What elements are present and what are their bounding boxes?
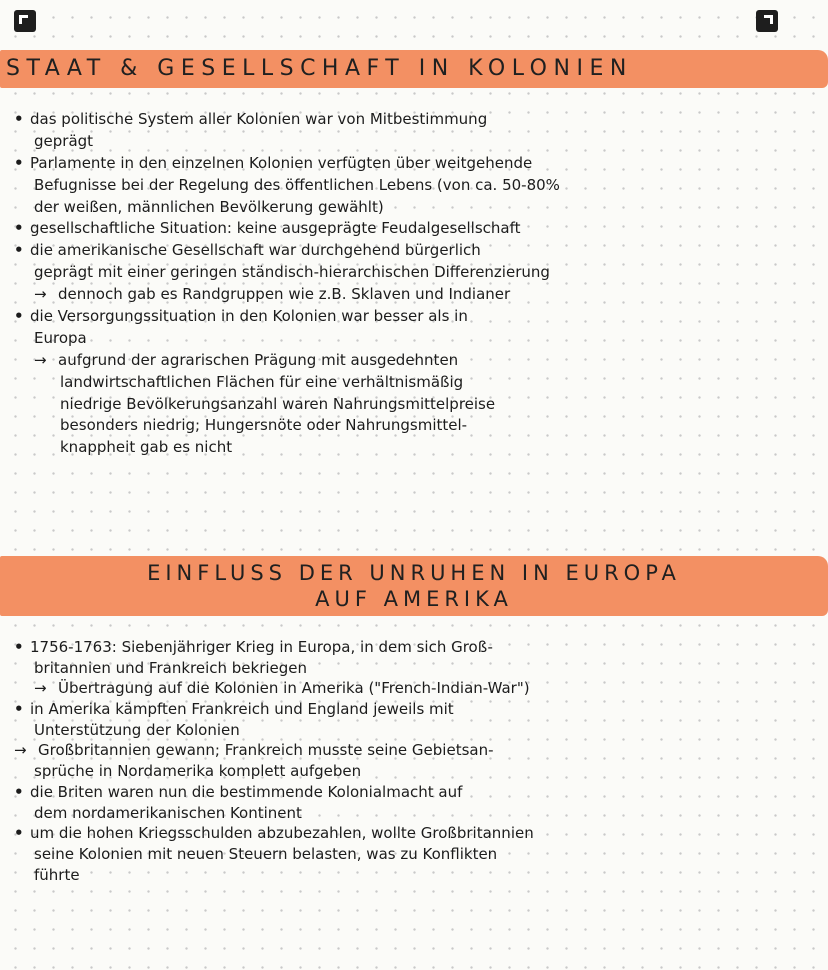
arrow-icon: → (34, 350, 47, 369)
note-line: → aufgrund der agrarischen Prägung mit ausgedehnten (14, 350, 820, 372)
bullet-icon: • (14, 824, 24, 843)
note-line: geprägt mit einer geringen ständisch-hierarchischen Differenzierung (34, 263, 550, 282)
note-line: britannien und Frankreich bekriegen (34, 658, 308, 677)
note-line: • die amerikanische Gesellschaft war durchgehend bürgerlich (14, 240, 820, 262)
notes-section-staat-gesellschaft (14, 109, 820, 459)
note-line: • Parlamente in den einzelnen Kolonien verfügten über weitgehende (14, 153, 820, 175)
bullet-icon: • (14, 219, 24, 238)
note-line: Befugnisse bei der Regelung des öffentlichen Lebens (von ca. 50-80% (34, 175, 560, 194)
corner-bracket-icon (756, 10, 778, 32)
note-line: knappheit gab es nicht (60, 438, 233, 457)
note-line: seine Kolonien mit neuen Steuern belasten, was zu Konflikten (34, 844, 498, 863)
note-line: • die Briten waren nun die bestimmende Kolonialmacht auf (14, 782, 463, 801)
note-line: dem nordamerikanischen Kontinent (34, 803, 302, 822)
heading-text-line2: AUF AMERIKA (315, 587, 513, 611)
note-line: führte (34, 865, 80, 884)
note-line: • 1756-1763: Siebenjähriger Krieg in Europa, in dem sich Groß- (14, 638, 493, 656)
heading-text: STAAT & GESELLSCHAFT IN KOLONIEN (6, 56, 633, 81)
heading-text-line1: EINFLUSS DER UNRUHEN IN EUROPA (147, 561, 681, 585)
note-line: • das politische System aller Kolonien war von Mitbestimmung (14, 109, 820, 131)
notes-section-einfluss-unruhen (14, 637, 820, 885)
arrow-icon: → (34, 679, 47, 698)
note-line: → Großbritannien gewann; Frankreich musste seine Gebietsan- (14, 741, 494, 760)
note-line: • um die hohen Kriegsschulden abzubezahlen, wollte Großbritannien (14, 824, 534, 843)
note-line: der weißen, männlichen Bevölkerung gewählt) (34, 197, 384, 216)
bullet-icon: • (14, 700, 24, 719)
note-line: → dennoch gab es Randgruppen wie z.B. Sklaven und Indianer (14, 284, 820, 306)
note-line: • in Amerika kämpften Frankreich und England jeweils mit (14, 700, 454, 719)
corner-bracket-icon (14, 10, 36, 32)
note-line: niedrige Bevölkerungsanzahl waren Nahrungsmittelpreise (60, 394, 496, 413)
bullet-icon: • (14, 638, 24, 656)
heading-staat-gesellschaft (0, 50, 828, 88)
note-line: Unterstützung der Kolonien (34, 720, 240, 739)
note-line: besonders niedrig; Hungersnöte oder Nahrungsmittel- (60, 416, 468, 435)
bullet-icon: • (14, 782, 24, 801)
bullet-icon: • (14, 153, 24, 172)
bullet-icon: • (14, 241, 24, 260)
bullet-icon: • (14, 110, 24, 128)
note-line: → Übertragung auf die Kolonien in Amerika ("French-Indian-War") (34, 679, 530, 698)
note-line: sprüche in Nordamerika komplett aufgeben (34, 762, 362, 781)
arrow-icon: → (14, 741, 27, 760)
arrow-icon: → (34, 285, 47, 304)
note-line: • gesellschaftliche Situation: keine ausgeprägte Feudalgesellschaft (14, 218, 820, 240)
note-line: • die Versorgungssituation in den Kolonien war besser als in (14, 306, 820, 328)
heading-einfluss-unruhen (0, 556, 828, 616)
bullet-icon: • (14, 307, 24, 326)
note-line: Europa (34, 328, 87, 347)
note-line: geprägt (34, 131, 94, 150)
note-line: landwirtschaftlichen Flächen für eine verhältnismäßig (60, 372, 464, 391)
